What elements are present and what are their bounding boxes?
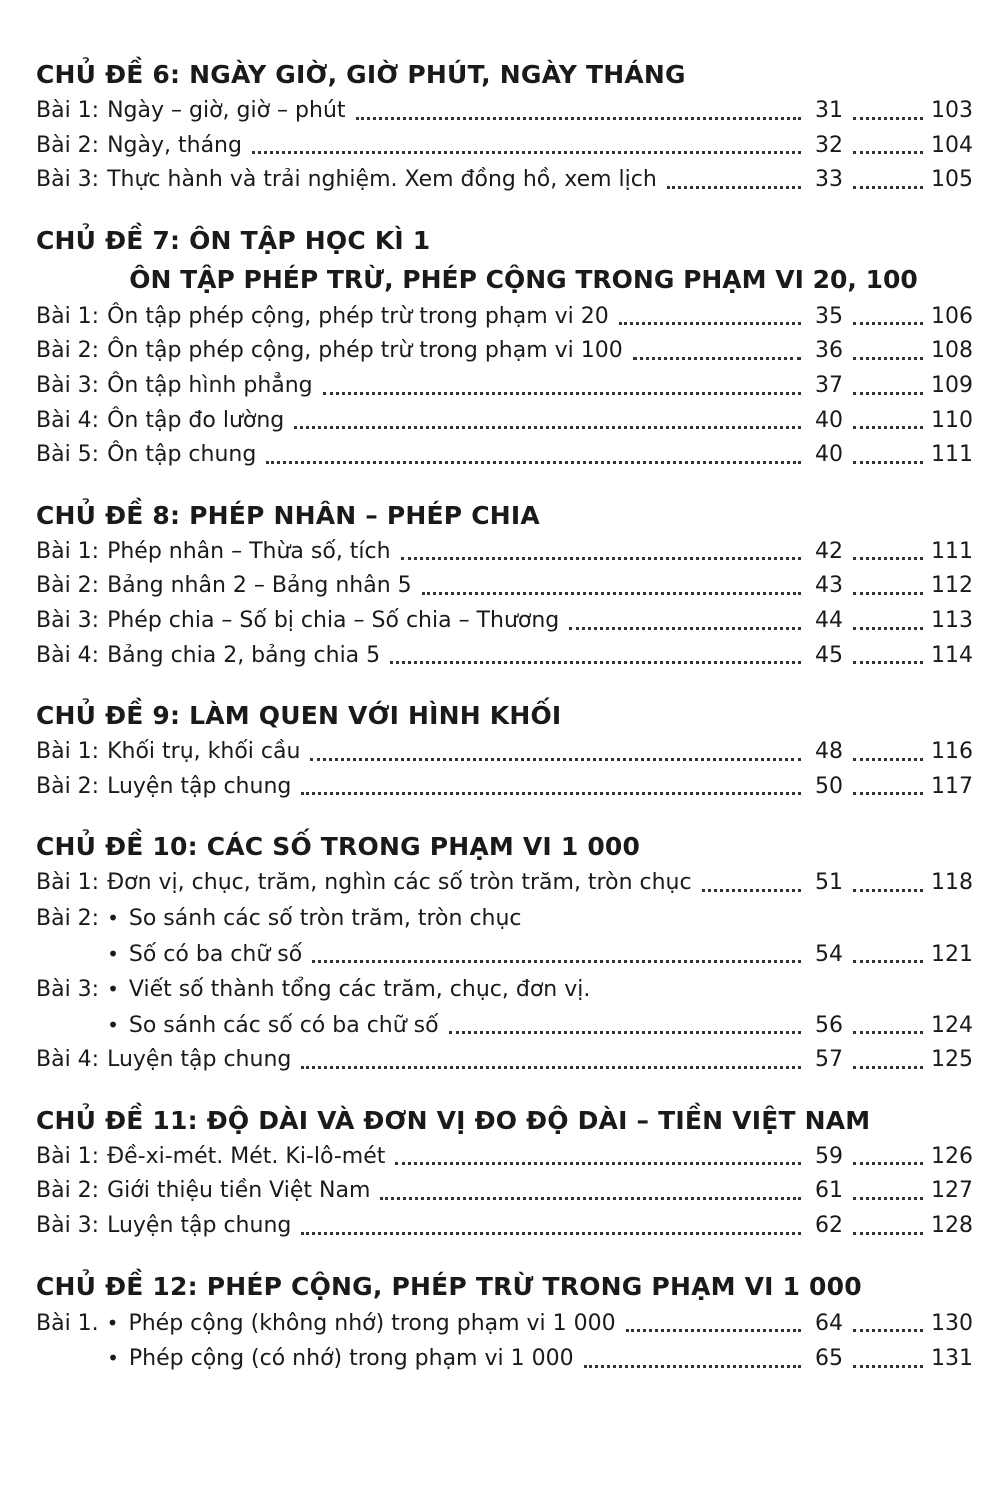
toc-entry: [36, 639, 971, 674]
lesson-number: Bài 1:: [36, 739, 100, 765]
page-number-answer: 103: [931, 98, 973, 123]
page-number-answer: 130: [931, 1310, 973, 1336]
lesson-title: Phép cộng (có nhớ) trong phạm vi 1 000: [128, 1346, 574, 1372]
lesson-title: Bảng nhân 2 – Bảng nhân 5: [107, 573, 412, 599]
lesson-number: Bài 2:: [36, 773, 100, 799]
page-number-exercise: 42: [815, 538, 843, 564]
lesson-title: Đề-xi-mét. Mét. Ki-lô-mét: [107, 1143, 386, 1169]
bullet-icon: •: [107, 1012, 119, 1037]
lesson-number: Bài 2:: [36, 132, 100, 158]
dot-leader: [422, 592, 801, 595]
page-number-exercise: 43: [815, 573, 843, 599]
dot-leader: [294, 426, 801, 429]
lesson-number: Bài 3:: [36, 977, 100, 1003]
page-number-answer: 125: [931, 1047, 973, 1073]
lesson-title: Số có ba chữ số: [128, 941, 303, 967]
dot-leader: [323, 392, 801, 395]
lesson-title: Luyện tập chung: [107, 773, 292, 799]
section-heading: CHỦ ĐỀ 7: ÔN TẬP HỌC KÌ 1: [36, 225, 431, 255]
page-number-exercise: 40: [815, 442, 843, 468]
lesson-number: Bài 2:: [36, 1178, 100, 1204]
toc-section: [36, 224, 971, 473]
dot-leader: [853, 792, 923, 795]
dot-leader: [667, 186, 801, 189]
page-number-answer: 112: [931, 573, 973, 599]
page-number-exercise: 65: [815, 1346, 843, 1372]
toc-section: [36, 699, 971, 804]
dot-leader: [853, 592, 923, 595]
dot-leader: [853, 1329, 923, 1332]
lesson-title: Luyện tập chung: [107, 1047, 292, 1073]
page-number-answer: 126: [931, 1143, 973, 1169]
toc-entry: [36, 1008, 971, 1044]
lesson-number: Bài 1:: [36, 870, 100, 896]
page-number-answer: 128: [931, 1213, 973, 1239]
page-number-answer: 127: [931, 1178, 973, 1204]
page-number-answer: 117: [931, 773, 973, 799]
lesson-number: Bài 1:: [36, 538, 100, 564]
lesson-number: Bài 1:: [36, 303, 100, 329]
dot-leader: [853, 758, 923, 761]
toc-entry: [36, 604, 971, 639]
dot-leader: [853, 1162, 923, 1165]
dot-leader: [395, 1162, 801, 1165]
lesson-number: Bài 1:: [36, 98, 100, 123]
page-number-answer: 121: [931, 941, 973, 967]
dot-leader: [853, 960, 923, 963]
lesson-title: Luyện tập chung: [107, 1213, 292, 1239]
dot-leader: [619, 322, 801, 325]
section-heading: CHỦ ĐỀ 12: PHÉP CỘNG, PHÉP TRỪ TRONG PHẠM VI 1 000: [36, 1271, 862, 1301]
page-number-exercise: 44: [815, 607, 843, 633]
toc-entry: [36, 972, 971, 1008]
lesson-number: Bài 3:: [36, 167, 100, 193]
lesson-number: Bài 3:: [36, 607, 100, 633]
lesson-number: Bài 4:: [36, 407, 100, 433]
toc-entry: [36, 369, 971, 404]
section-heading: CHỦ ĐỀ 6: NGÀY GIỜ, GIỜ PHÚT, NGÀY THÁNG: [36, 60, 686, 89]
toc-section: [36, 58, 971, 198]
page-number-exercise: 40: [815, 407, 843, 433]
lesson-title: Thực hành và trải nghiệm. Xem đồng hồ, xem lịch: [107, 167, 657, 193]
section-heading: CHỦ ĐỀ 11: ĐỘ DÀI VÀ ĐƠN VỊ ĐO ĐỘ DÀI – TIỀN VIỆT NAM: [36, 1105, 871, 1135]
dot-leader: [853, 1066, 923, 1069]
lesson-title: Ôn tập hình phẳng: [107, 372, 313, 398]
toc-entry: [36, 770, 971, 805]
page-number-exercise: 31: [815, 98, 843, 123]
dot-leader: [853, 186, 923, 189]
page-number-answer: 108: [931, 338, 973, 364]
dot-leader: [853, 392, 923, 395]
lesson-number: Bài 3:: [36, 1213, 100, 1239]
page-number-answer: 104: [931, 132, 973, 158]
page-number-answer: 105: [931, 167, 973, 193]
dot-leader: [312, 960, 801, 963]
toc-entry: [36, 163, 971, 198]
section-heading: CHỦ ĐỀ 10: CÁC SỐ TRONG PHẠM VI 1 000: [36, 832, 641, 862]
lesson-number: Bài 4:: [36, 642, 100, 668]
page-number-answer: 116: [931, 739, 973, 765]
dot-leader: [310, 758, 801, 761]
page-number-exercise: 51: [815, 870, 843, 896]
page-number-answer: 131: [931, 1346, 973, 1372]
page-number-exercise: 35: [815, 303, 843, 329]
page-number-exercise: 37: [815, 372, 843, 398]
lesson-title: Giới thiệu tiền Việt Nam: [107, 1178, 371, 1204]
dot-leader: [853, 889, 923, 892]
dot-leader: [853, 661, 923, 664]
page-number-exercise: 62: [815, 1213, 843, 1239]
page-number-exercise: 56: [815, 1012, 843, 1038]
toc-entry: [36, 129, 971, 164]
dot-leader: [853, 627, 923, 630]
toc-entry: [36, 535, 971, 570]
lesson-title: Đơn vị, chục, trăm, nghìn các số tròn trăm, tròn chục: [107, 870, 692, 896]
dot-leader: [853, 461, 923, 464]
page-number-exercise: 61: [815, 1178, 843, 1204]
page-number-exercise: 54: [815, 941, 843, 967]
lesson-number: Bài 5:: [36, 442, 100, 468]
dot-leader: [853, 322, 923, 325]
page-number-exercise: 45: [815, 642, 843, 668]
lesson-title: Phép chia – Số bị chia – Số chia – Thương: [107, 607, 560, 633]
page-number-answer: 110: [931, 407, 973, 433]
dot-leader: [853, 151, 923, 154]
dot-leader: [449, 1031, 801, 1034]
page-number-answer: 124: [931, 1012, 973, 1038]
page-number-answer: 111: [931, 442, 973, 468]
lesson-title: Khối trụ, khối cầu: [107, 739, 301, 765]
lesson-title: Ôn tập phép cộng, phép trừ trong phạm vi 20: [107, 303, 609, 329]
toc-entry: [36, 334, 971, 369]
dot-leader: [853, 117, 923, 120]
lesson-title: Bảng chia 2, bảng chia 5: [107, 642, 381, 668]
page-number-answer: 118: [931, 870, 973, 896]
dot-leader: [853, 557, 923, 560]
dot-leader: [584, 1365, 801, 1368]
section-heading: CHỦ ĐỀ 9: LÀM QUEN VỚI HÌNH KHỐI: [36, 701, 562, 731]
dot-leader: [380, 1197, 801, 1200]
section-subheading: ÔN TẬP PHÉP TRỪ, PHÉP CỘNG TRONG PHẠM VI 20, 100: [129, 264, 918, 294]
bullet-icon: •: [107, 1346, 119, 1371]
dot-leader: [853, 1197, 923, 1200]
toc-section: [36, 1270, 971, 1377]
dot-leader: [853, 426, 923, 429]
dot-leader: [301, 1066, 801, 1069]
toc-entry: [36, 1140, 971, 1175]
toc-entry: [36, 1341, 971, 1377]
page-number-exercise: 64: [815, 1310, 843, 1336]
lesson-title: So sánh các số có ba chữ số: [128, 1012, 439, 1038]
lesson-title: Ôn tập chung: [107, 442, 257, 468]
toc-section: [36, 499, 971, 673]
dot-leader: [569, 627, 801, 630]
toc-entry: [36, 300, 971, 335]
toc-entry: [36, 1209, 971, 1244]
page-number-exercise: 48: [815, 739, 843, 765]
lesson-number: Bài 2:: [36, 338, 100, 364]
toc-entry: [36, 1174, 971, 1209]
page-number-answer: 106: [931, 303, 973, 329]
toc-entry: [36, 569, 971, 604]
dot-leader: [301, 792, 801, 795]
dot-leader: [301, 1232, 801, 1235]
toc-section: [36, 830, 971, 1078]
bullet-icon: •: [106, 1310, 119, 1335]
page-number-answer: 109: [931, 372, 973, 398]
toc-section: [36, 1104, 971, 1244]
bullet-icon: •: [107, 905, 119, 930]
lesson-number: Bài 4:: [36, 1047, 100, 1073]
dot-leader: [853, 1232, 923, 1235]
lesson-title: Phép cộng (không nhớ) trong phạm vi 1 000: [128, 1310, 616, 1336]
page-number-exercise: 50: [815, 773, 843, 799]
dot-leader: [252, 151, 801, 154]
toc-entry: [36, 438, 971, 473]
lesson-number: Bài 3:: [36, 372, 100, 398]
toc-entry: [36, 866, 971, 901]
page-number-answer: 111: [931, 538, 973, 564]
toc-entry: [36, 901, 971, 937]
toc-entry: [36, 937, 971, 973]
lesson-title: So sánh các số tròn trăm, tròn chục: [128, 905, 522, 931]
lesson-title: Ôn tập đo lường: [107, 407, 285, 433]
toc-entry: [36, 735, 971, 770]
page-number-exercise: 59: [815, 1143, 843, 1169]
page-number-answer: 113: [931, 607, 973, 633]
dot-leader: [266, 461, 801, 464]
toc-entry: [36, 404, 971, 439]
table-of-contents: [36, 58, 971, 1403]
dot-leader: [702, 889, 801, 892]
lesson-title: Ôn tập phép cộng, phép trừ trong phạm vi 100: [107, 338, 623, 364]
lesson-number: Bài 2:: [36, 905, 100, 931]
dot-leader: [853, 1031, 923, 1034]
section-heading: CHỦ ĐỀ 8: PHÉP NHÂN – PHÉP CHIA: [36, 500, 540, 530]
page-number-exercise: 33: [815, 167, 843, 193]
toc-entry: [36, 1043, 971, 1078]
dot-leader: [853, 357, 923, 360]
lesson-title: Ngày – giờ, giờ – phút: [107, 98, 346, 123]
dot-leader: [853, 1365, 923, 1368]
dot-leader: [633, 357, 801, 360]
toc-entry: [36, 94, 971, 129]
lesson-title: Phép nhân – Thừa số, tích: [107, 538, 391, 564]
page-number-answer: 114: [931, 642, 973, 668]
dot-leader: [390, 661, 801, 664]
lesson-title: Viết số thành tổng các trăm, chục, đơn vị.: [128, 977, 591, 1003]
lesson-number: Bài 2:: [36, 573, 100, 599]
dot-leader: [401, 557, 801, 560]
dot-leader: [356, 117, 801, 120]
bullet-icon: •: [107, 977, 119, 1002]
page-number-exercise: 57: [815, 1047, 843, 1073]
bullet-icon: •: [107, 941, 119, 966]
dot-leader: [626, 1329, 801, 1332]
lesson-number: Bài 1.: [36, 1310, 99, 1336]
lesson-title: Ngày, tháng: [107, 132, 242, 158]
page-number-exercise: 36: [815, 338, 843, 364]
page-number-exercise: 32: [815, 132, 843, 158]
lesson-number: Bài 1:: [36, 1143, 100, 1169]
toc-entry: [36, 1306, 971, 1342]
